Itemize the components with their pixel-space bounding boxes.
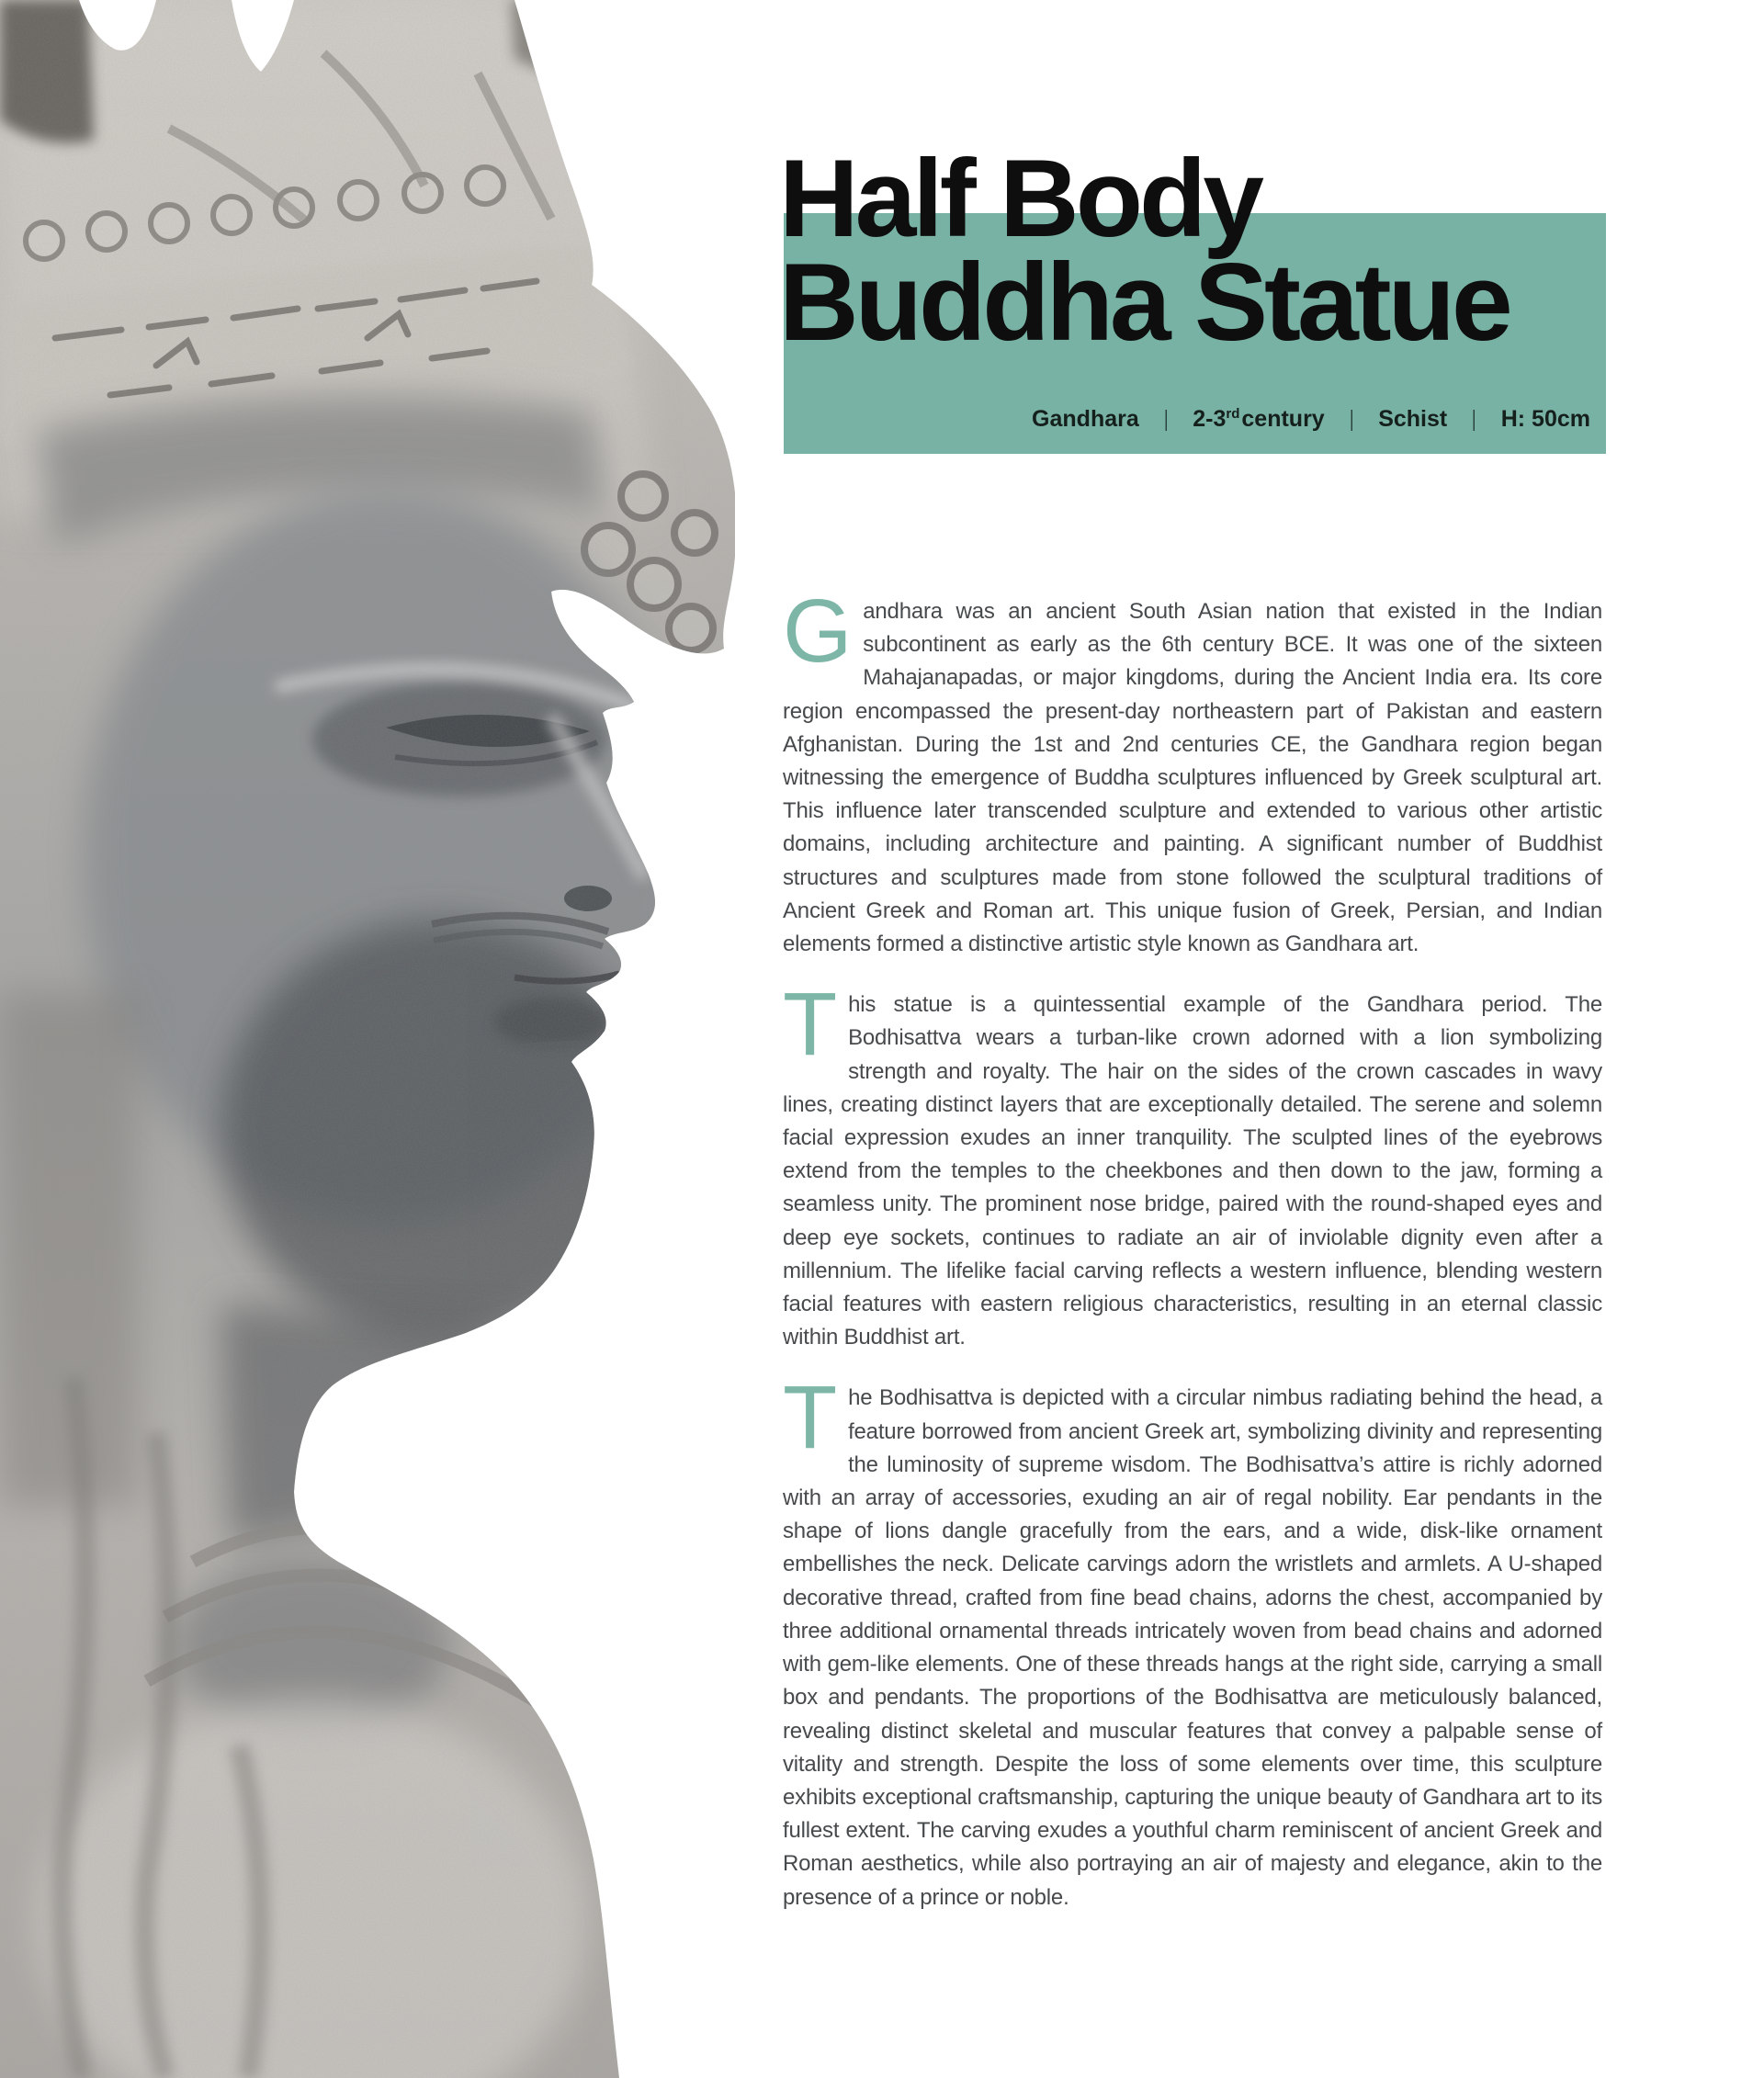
artifact-meta xyxy=(784,406,1590,433)
meta-period: 2-3rdcentury xyxy=(1193,405,1325,432)
meta-separator: | xyxy=(1163,406,1169,432)
meta-period-ordinal: rd xyxy=(1226,405,1240,422)
title-line-2: Buddha Statue xyxy=(779,241,1510,364)
page-title xyxy=(779,137,1510,364)
drop-cap: T xyxy=(783,974,838,1075)
article-body xyxy=(783,581,1602,1942)
body-paragraph xyxy=(783,974,1602,1354)
paragraph-text: andhara was an ancient South Asian nation that existed in the Indian subcontinent as early as the 6th century BCE. It was one of the sixteen Mahajanapadas, or major kingdoms, during the Ancient India era. Its core region encompassed the present-day northeastern part of Pakistan and eastern Afghanistan. During the 1st and 2nd centuries CE, the Gandhara region began witnessing the emergence of Buddha sculptures influenced by Greek sculptural art. This influence later transcended sculpture and extended to various other artistic domains, including architecture and painting. A significant number of Buddhist structures and sculptures made from stone followed the sculptural traditions of Ancient Greek and Roman art. This unique fusion of Greek, Persian, and Indian elements formed a distinctive artistic style known as Gandhara art. xyxy=(783,599,1602,957)
title-line-1: Half Body xyxy=(779,137,1261,260)
paragraph-text: his statue is a quintessential example of the Gandhara period. The Bodhisattva wears a turban-like crown adorned with a lion symbolizing strength and royalty. The hair on the sides of the crown cascades in wavy lines, creating distinct layers that are exceptionally detailed. The serene and solemn facial expression exudes an inner tranquility. The sculpted lines of the eyebrows extend from the temples to the cheekbones and then down to the jaw, forming a seamless unity. The prominent nose bridge, paired with the round-shaped eyes and deep eye sockets, continues to radiate an air of inviolable dignity even after a millennium. The lifelike facial carving reflects a western influence, blending western facial features with eastern religious characteristics, resulting in an eternal classic within Buddhist art. xyxy=(783,992,1602,1350)
meta-height: H: 50cm xyxy=(1500,406,1590,432)
body-paragraph xyxy=(783,1367,1602,1914)
paragraph-text: he Bodhisattva is depicted with a circular nimbus radiating behind the head, a feature borrowed from ancient Greek art, symbolizing divinity and representing the luminosity of supreme wisdom. The Bodhisattva’s attire is richly adorned with an array of accessories, exuding an air of regal nobility. Ear pendants in the shape of lions dangle gracefully from the ears, and a wide, disk-like ornament embellishes the neck. Delicate carvings adorn the wristlets and armlets. A U-shaped decorative thread, crafted from fine bead chains, adorns the chest, accompanied by three additional ornamental threads intricately woven from bead chains and adorned with gem-like elements. One of these threads hangs at the right side, carrying a small box and pendants. The proportions of the Bodhisattva are meticulously balanced, revealing distinct skeletal and muscular features that convey a palpable sense of vitality and strength. Despite the loss of some elements over time, this sculpture exhibits exceptional craftsmanship, capturing the unique beauty of Gandhara art to its fullest extent. The carving exudes a youthful charm reminiscent of ancient Greek and Roman aesthetics, while also portraying an air of majesty and elegance, akin to the presence of a prince or noble. xyxy=(783,1385,1602,1910)
statue-photo xyxy=(0,0,735,2078)
drop-cap: T xyxy=(783,1367,838,1468)
meta-separator: | xyxy=(1349,406,1354,432)
meta-material: Schist xyxy=(1378,406,1448,432)
drop-cap: G xyxy=(783,581,853,681)
body-paragraph xyxy=(783,581,1602,961)
meta-separator: | xyxy=(1472,406,1476,432)
stone-texture xyxy=(0,0,735,2078)
meta-origin: Gandhara xyxy=(1032,406,1139,432)
